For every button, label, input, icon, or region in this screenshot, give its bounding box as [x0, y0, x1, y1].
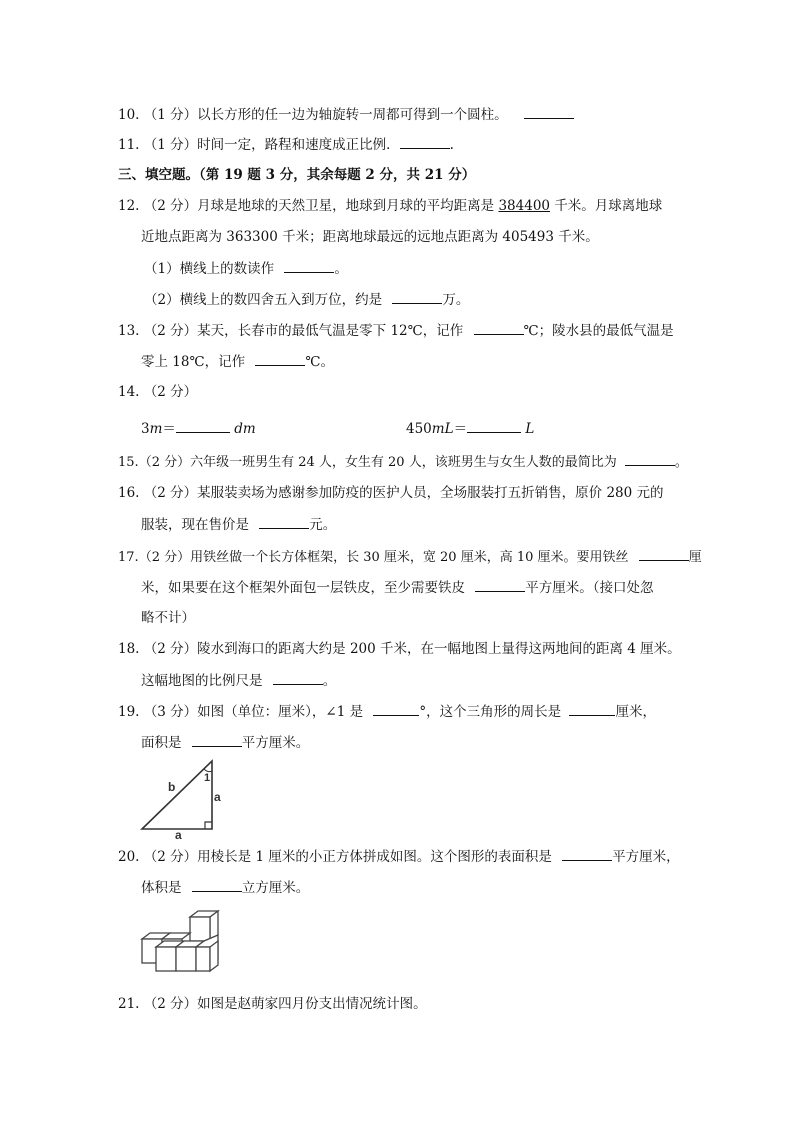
question-text: 零上 18℃，记作	[141, 354, 246, 370]
unit: L	[525, 421, 535, 437]
side-label-a-vertical: a	[214, 790, 221, 804]
unit: m	[149, 421, 163, 437]
unit: dm	[234, 421, 256, 437]
part-text-end: 万。	[442, 292, 470, 308]
question-text: 平方厘米，	[612, 849, 680, 865]
question-text-end: ℃。	[305, 354, 334, 370]
question-19	[118, 702, 656, 721]
question-text: °，这个三角形的周长是	[419, 704, 562, 720]
answer-blank[interactable]	[562, 847, 612, 861]
answer-blank[interactable]	[255, 352, 305, 366]
question-text: （2 分）如图是赵萌家四月份支出情况统计图。	[143, 996, 427, 1012]
question-number: 19.	[118, 704, 140, 720]
question-text: 厘	[688, 550, 702, 565]
question-14	[118, 383, 197, 401]
question-text: （3 分）如图（单位：厘米），∠1 是	[143, 704, 364, 720]
equals: ＝	[453, 421, 468, 437]
question-17-line-3: 略不计）	[141, 610, 195, 626]
part-text: （2）横线上的数四舍五入到万位，约是	[144, 292, 383, 308]
question-text: （1 分）以长方形的任一边为轴旋转一周都可得到一个圆柱。	[143, 107, 508, 123]
answer-blank[interactable]	[259, 515, 309, 529]
question-text: 千米。月球离地球	[554, 198, 663, 214]
question-12-line-2: 近地点距离为 363300 千米；距离地球最远的远地点距离为 405493 千米。	[141, 229, 599, 245]
question-16	[118, 484, 664, 502]
question-text: 立方厘米。	[241, 880, 310, 896]
question-text: 平方厘米。	[241, 735, 310, 751]
question-12-part-2	[144, 290, 469, 309]
answer-blank[interactable]	[524, 105, 574, 119]
question-18	[118, 640, 681, 658]
answer-blank[interactable]	[639, 547, 689, 561]
cube-stack-figure	[134, 905, 226, 977]
question-number: 16.	[118, 485, 140, 501]
question-text-end: .	[449, 137, 454, 153]
question-text: （2 分）六年级一班男生有 24 人，女生有 20 人，该班男生与女生人数的最简比为	[138, 455, 617, 470]
answer-blank[interactable]	[192, 733, 242, 747]
value: 450	[406, 421, 432, 437]
question-text: ℃；陵水县的最低气温是	[523, 323, 674, 339]
question-17-line-2	[141, 578, 654, 597]
answer-blank[interactable]	[273, 671, 323, 685]
section-heading: 三、填空题。（第 19 题 3 分，其余每题 2 分，共 21 分）	[118, 167, 476, 183]
question-text: （1 分）时间一定，路程和速度成正比例．	[143, 137, 400, 153]
question-text: （2 分）用棱长是 1 厘米的小正方体拼成如图。这个图形的表面积是	[143, 849, 552, 865]
question-10	[118, 105, 574, 124]
question-number: 10.	[118, 107, 140, 123]
question-20	[118, 847, 680, 866]
part-text-end: 。	[334, 261, 348, 277]
question-number: 13.	[118, 323, 140, 339]
equals: ＝	[162, 421, 176, 437]
answer-blank[interactable]	[474, 321, 524, 335]
question-text: （2 分）月球是地球的天然卫星，地球到月球的平均距离是	[143, 198, 495, 214]
question-15	[118, 452, 688, 472]
right-triangle-figure	[130, 755, 230, 840]
question-text-end: 。	[674, 455, 688, 470]
answer-blank[interactable]	[475, 578, 525, 592]
question-13	[118, 321, 674, 340]
question-text: （2 分）陵水到海口的距离大约是 200 千米，在一幅地图上量得这两地间的距离 4 厘米。	[143, 641, 681, 657]
question-number: 14.	[118, 384, 140, 400]
value: 3	[141, 421, 150, 437]
answer-blank[interactable]	[625, 452, 675, 466]
question-text: 体积是	[141, 880, 182, 896]
answer-blank[interactable]	[392, 290, 442, 304]
question-number: 12.	[118, 198, 140, 214]
question-12-part-1	[144, 259, 348, 278]
angle-label: 1	[204, 772, 211, 784]
question-17	[118, 547, 702, 567]
question-20-line-2	[141, 878, 309, 897]
question-text-end: 元。	[309, 517, 337, 533]
question-text: （2 分）用铁丝做一个长方体框架，长 30 厘米，宽 20 厘米，高 10 厘米。要用铁丝	[138, 550, 629, 565]
answer-blank[interactable]	[192, 878, 242, 892]
question-text: 服装，现在售价是	[141, 517, 249, 533]
side-label-b: b	[168, 780, 176, 794]
answer-blank[interactable]	[373, 702, 419, 716]
question-19-line-2	[141, 733, 309, 752]
question-21	[118, 995, 427, 1013]
part-text: （1）横线上的数读作	[144, 261, 275, 277]
question-number: 17.	[118, 550, 139, 565]
question-number: 21.	[118, 996, 140, 1012]
right-angle-mark	[205, 822, 212, 829]
question-number: 15.	[118, 455, 139, 470]
question-text: （2 分）某天，长春市的最低气温是零下 12℃，记作	[143, 323, 464, 339]
answer-blank[interactable]	[400, 135, 450, 149]
question-text-end: 。	[322, 673, 337, 689]
question-12	[118, 197, 662, 215]
question-16-line-2	[141, 515, 336, 534]
question-text: 厘米，	[615, 704, 656, 720]
answer-blank[interactable]	[467, 419, 521, 433]
question-text: 平方厘米。（接口处忽	[525, 580, 654, 596]
question-13-line-2	[141, 352, 334, 371]
triangle-shape	[142, 761, 212, 829]
answer-blank[interactable]	[284, 259, 334, 273]
question-text: 米，如果要在这个框架外面包一层铁皮，至少需要铁皮	[141, 580, 465, 596]
question-11	[118, 135, 454, 154]
answer-blank[interactable]	[176, 419, 230, 433]
question-number: 18.	[118, 641, 140, 657]
question-text: 这幅地图的比例尺是	[141, 673, 263, 689]
question-number: 20.	[118, 849, 140, 865]
question-18-line-2	[141, 671, 336, 690]
unit: mL	[431, 421, 454, 437]
question-text: （2 分）	[143, 384, 198, 400]
conversion-left	[141, 419, 256, 438]
underlined-number: 384400	[498, 198, 551, 214]
question-text: （2 分）某服装卖场为感谢参加防疫的医护人员，全场服装打五折销售，原价 280 元的	[143, 485, 664, 501]
question-text: 面积是	[141, 735, 182, 751]
answer-blank[interactable]	[569, 702, 615, 716]
side-label-a-bottom: a	[175, 828, 182, 840]
question-number: 11.	[118, 137, 140, 153]
conversion-right	[406, 419, 534, 438]
